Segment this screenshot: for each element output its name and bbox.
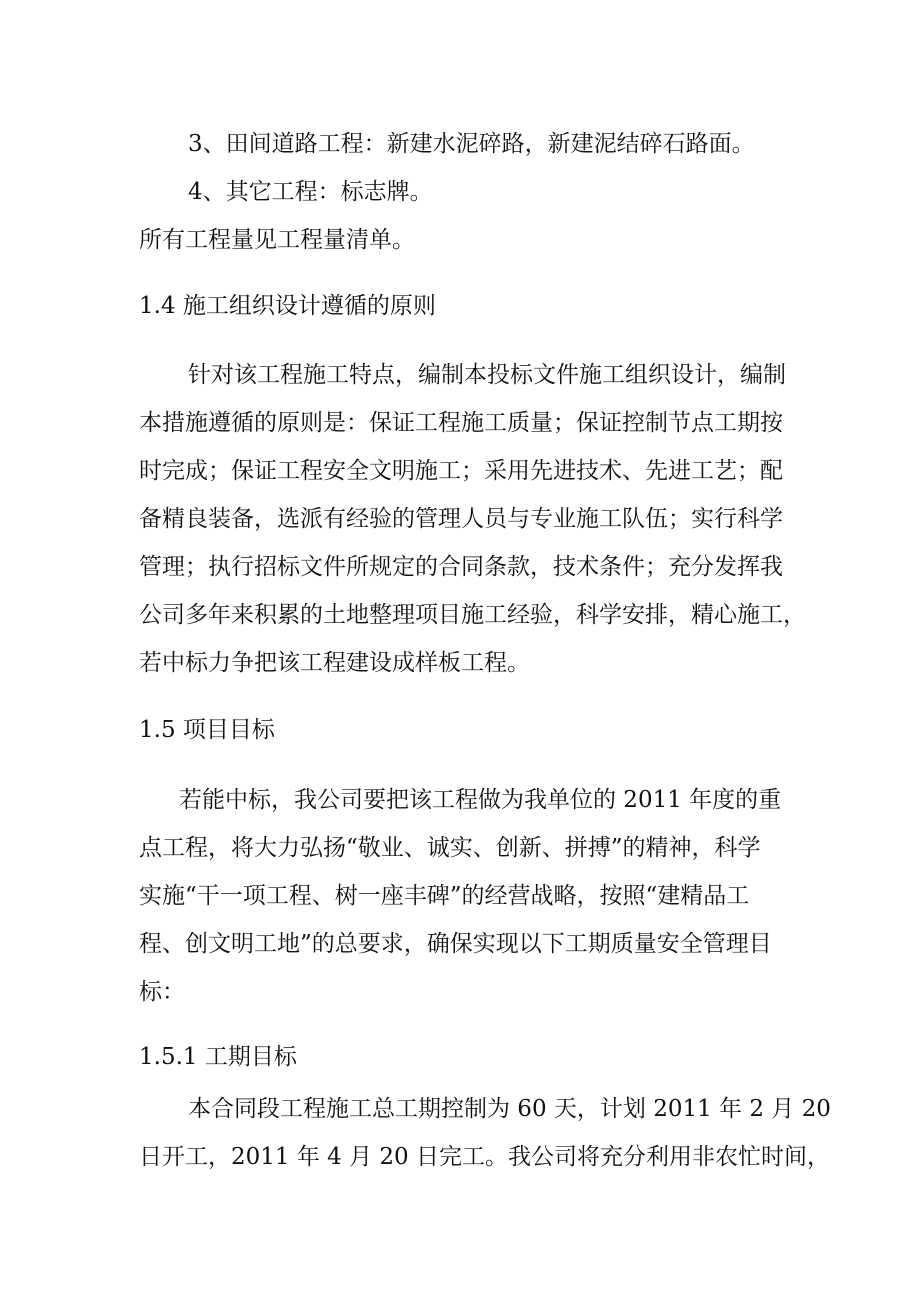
summary-text: 所有工程量见工程量清单。 [139,227,415,253]
paragraph-line: 公司多年来积累的土地整理项目施工经验，科学安排，精心施工， [139,602,806,628]
paragraph-line: 标： [139,979,185,1005]
paragraph-line: 日开工，2011 年 4 月 20 日完工。我公司将充分利用非农忙时间， [139,1144,830,1170]
paragraph-line: 实施“干一项工程、树一座丰碑”的经营战略，按照“建精品工 [139,883,750,909]
list-item-roads: 3、田间道路工程：新建水泥碎路，新建泥结碎石路面。 [188,131,755,157]
paragraph-line: 若中标力争把该工程建设成样板工程。 [139,650,530,676]
paragraph-line: 针对该工程施工特点，编制本投标文件施工组织设计，编制 [188,362,786,388]
paragraph-line: 本措施遵循的原则是：保证工程施工质量；保证控制节点工期按 [139,410,783,436]
paragraph-line: 程、创文明工地”的总要求，确保实现以下工期质量安全管理目 [139,931,772,957]
paragraph-line: 备精良装备，选派有经验的管理人员与专业施工队伍；实行科学 [139,506,783,532]
paragraph-line: 管理；执行招标文件所规定的合同条款，技术条件；充分发挥我 [139,554,783,580]
section-heading-1-5: 1.5 项目目标 [139,717,275,743]
paragraph-line: 若能中标，我公司要把该工程做为我单位的 2011 年度的重 [179,787,782,813]
paragraph-line: 点工程，将大力弘扬“敬业、诚实、创新、拼搏”的精神，科学 [139,835,761,861]
section-heading-1-4: 1.4 施工组织设计遵循的原则 [139,293,436,319]
paragraph-line: 本合同段工程施工总工期控制为 60 天，计划 2011 年 2 月 20 [188,1096,831,1122]
section-heading-1-5-1: 1.5.1 工期目标 [139,1044,297,1070]
list-item-other: 4、其它工程：标志牌。 [188,179,433,205]
paragraph-line: 时完成；保证工程安全文明施工；采用先进技术、先进工艺；配 [139,458,783,484]
